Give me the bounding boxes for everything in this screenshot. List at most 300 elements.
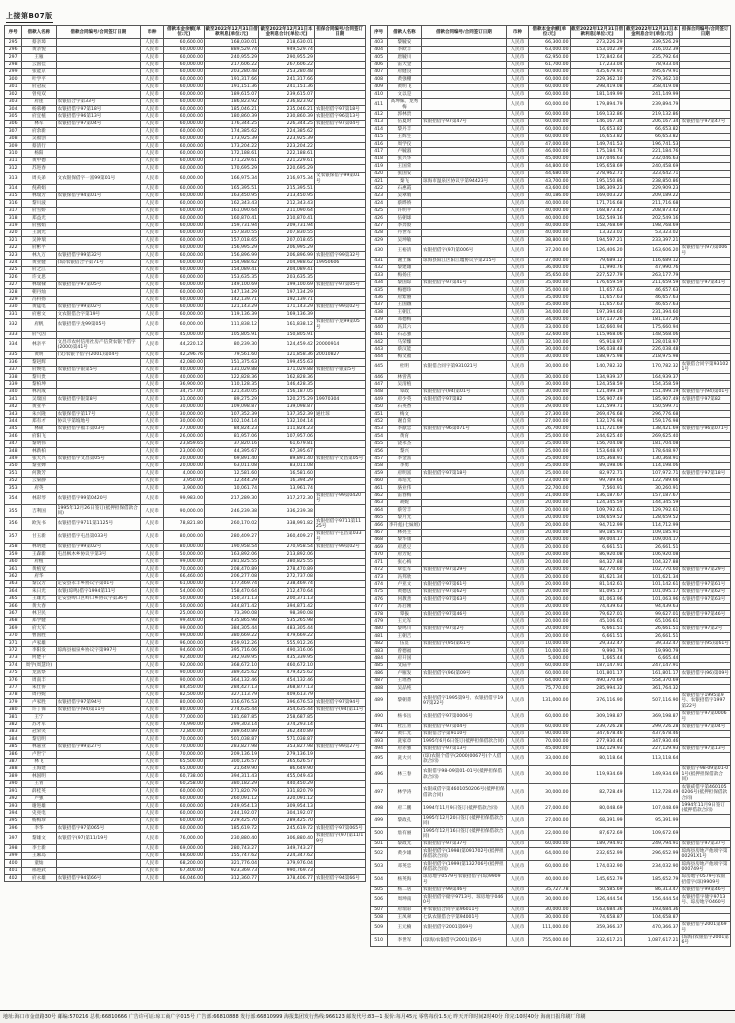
currency: 人民币 xyxy=(141,425,163,432)
borrower-name: 文陆平 xyxy=(387,662,421,669)
currency: 人民币 xyxy=(141,289,163,296)
table-row xyxy=(370,301,731,308)
row-no: 297 xyxy=(5,54,22,61)
row-no: 386 xyxy=(5,751,22,758)
principal-interest-total: 338,991.82 xyxy=(259,518,315,531)
row-no: 335 xyxy=(5,351,22,358)
borrower-name: 黎柏坤 xyxy=(22,381,56,388)
guarantee-contract-no xyxy=(680,229,731,236)
table-row xyxy=(370,207,731,214)
loan-contract-no: 农银招借字94第66号 xyxy=(56,875,141,882)
principal-balance: 30,000.00 xyxy=(529,765,570,783)
table-row xyxy=(5,388,366,395)
interest-amount: 232,652.99 xyxy=(570,848,624,861)
principal-balance: 20,000.00 xyxy=(529,529,570,536)
loan-contract-no: 农银招借字2001第69号 xyxy=(422,921,507,934)
principal-balance: 60,600.00 xyxy=(163,39,204,46)
borrower-name: 黎华康 xyxy=(387,536,421,543)
principal-interest-total: 170,782.32 xyxy=(624,361,680,374)
row-no: 505 xyxy=(370,886,387,893)
row-no: 356 xyxy=(5,518,22,531)
row-no: 363 xyxy=(5,580,22,587)
interest-amount: 37,820.16 xyxy=(205,440,259,447)
interest-amount: 181,687.85 xyxy=(205,714,259,721)
borrower-name: 林啻茜 xyxy=(387,374,421,381)
table-row xyxy=(370,148,731,155)
principal-balance: 90,000.00 xyxy=(163,677,204,684)
guarantee-contract-no xyxy=(314,595,365,602)
interest-amount: 175,184.76 xyxy=(570,148,624,155)
table-row xyxy=(370,68,731,75)
guarantee-contract-no xyxy=(680,287,731,294)
borrower-name: 林卫民 xyxy=(22,610,56,617)
interest-amount: 157,830.55 xyxy=(205,229,259,236)
principal-balance: 23,000.00 xyxy=(163,448,204,455)
principal-balance: 30,000.00 xyxy=(529,353,570,360)
interest-amount: 149,100.69 xyxy=(205,281,259,288)
interest-amount: 134,939.37 xyxy=(570,374,624,381)
loan-contract-no: (琼)农银借合字第71号 xyxy=(56,259,141,266)
table-row xyxy=(5,669,366,676)
guarantee-contract-no xyxy=(680,574,731,581)
guarantee-contract-no xyxy=(680,828,731,841)
loan-contract-no: 农银招借字97第29号 xyxy=(422,566,507,573)
table-row xyxy=(5,83,366,90)
guarantee-contract-no xyxy=(314,477,365,484)
currency: 人民币 xyxy=(141,773,163,780)
loan-contract-no xyxy=(422,411,507,418)
row-no: 422 xyxy=(370,185,387,192)
loan-contract-no xyxy=(56,185,141,192)
interest-amount: 81,095.17 xyxy=(570,588,624,595)
guarantee-contract-no xyxy=(680,237,731,244)
principal-interest-total: 67,395.67 xyxy=(259,448,315,455)
row-no: 303 xyxy=(5,98,22,105)
table-row xyxy=(370,745,731,752)
table-row xyxy=(5,470,366,477)
borrower-name: 吴翠娟 xyxy=(387,192,421,199)
currency: 人民币 xyxy=(141,677,163,684)
principal-balance: 30,000.00 xyxy=(163,411,204,418)
borrower-name: 许丁保 xyxy=(22,706,56,713)
guarantee-contract-no: 文农银保借字99第01号 xyxy=(314,172,365,185)
row-no: 458 xyxy=(370,462,387,469)
interest-amount: 298,419.08 xyxy=(570,83,624,90)
interest-amount: 86,920.08 xyxy=(570,551,624,558)
currency: 人民币 xyxy=(506,536,528,543)
interest-amount: 188,975.98 xyxy=(570,353,624,360)
principal-interest-total: 323,642.71 xyxy=(624,170,680,177)
interest-amount: 108,659.52 xyxy=(570,514,624,521)
guarantee-contract-no: 农银招借字(97)第11/19号 xyxy=(315,833,364,844)
loan-contract-no: 农银咸借字第4601050206号(抵押担保借款合同) xyxy=(422,784,507,802)
currency: 人民币 xyxy=(506,279,528,286)
table-row xyxy=(5,252,366,259)
principal-balance: 66,046.00 xyxy=(163,875,204,882)
interest-amount: 101,801.17 xyxy=(570,670,624,677)
principal-interest-total: 113,118.64 xyxy=(624,753,680,766)
loan-contract-no xyxy=(56,266,141,273)
currency: 人民币 xyxy=(141,135,163,142)
borrower-name: 卢亚文 xyxy=(387,581,421,588)
row-no: 344 xyxy=(5,418,22,425)
borrower-name: 杜江青 xyxy=(387,723,421,730)
interest-amount: 281,825.55 xyxy=(205,558,259,565)
principal-balance: 60,000.00 xyxy=(529,76,570,83)
currency: 人民币 xyxy=(141,411,163,418)
principal-balance: 60,000.00 xyxy=(163,150,204,157)
principal-balance: 26,700.00 xyxy=(529,425,570,432)
borrower-name: 云国佳 xyxy=(22,61,56,68)
guarantee-contract-no xyxy=(314,780,365,787)
principal-interest-total: 360,409.27 xyxy=(259,530,315,543)
interest-amount: 89,185.91 xyxy=(570,529,624,536)
principal-balance: 60,000.00 xyxy=(163,259,204,266)
guarantee-contract-no xyxy=(314,374,365,381)
guarantee-contract-no xyxy=(314,640,365,647)
table-row xyxy=(370,54,731,61)
loan-contract-no: 农银招借字97第04号 xyxy=(56,120,141,127)
loan-contract-no xyxy=(56,128,141,135)
borrower-name: 甘玉新 xyxy=(22,530,56,543)
borrower-name: 朱仕侨 xyxy=(22,684,56,691)
principal-interest-total: 112,728.49 xyxy=(624,784,680,802)
loan-contract-no xyxy=(56,736,141,743)
row-no: 389 xyxy=(5,773,22,780)
row-no: 444 xyxy=(370,353,387,360)
currency: 人民币 xyxy=(506,685,528,692)
row-no: 439 xyxy=(370,316,387,323)
principal-interest-total: 137,352.39 xyxy=(259,411,315,418)
principal-balance: 20,000.00 xyxy=(529,514,570,521)
loan-contract-no: 琼房地字0579号农银招借字(琼)9909号 xyxy=(422,873,507,886)
row-no: 506 xyxy=(370,894,387,907)
principal-balance: 29,000.00 xyxy=(529,396,570,403)
loan-contract-no xyxy=(422,507,507,514)
column-header: 币种 xyxy=(141,26,163,39)
currency: 人民币 xyxy=(141,795,163,802)
loan-contract-no: 定安县岭口区岭口乡协议字第36号 xyxy=(56,595,141,602)
table-row xyxy=(5,128,366,135)
principal-interest-total: 6,665.44 xyxy=(624,655,680,662)
row-no: 305 xyxy=(5,113,22,120)
row-no: 414 xyxy=(370,126,387,133)
currency: 人民币 xyxy=(506,118,528,125)
row-no: 332 xyxy=(5,318,22,331)
interest-amount: 126,444.54 xyxy=(570,894,624,907)
borrower-name: 冯邦欣 xyxy=(387,574,421,581)
loan-contract-no xyxy=(56,691,141,698)
guarantee-contract-no xyxy=(314,867,365,874)
interest-amount: 73,390.08 xyxy=(205,610,259,617)
principal-balance: 44,800.00 xyxy=(529,163,570,170)
borrower-name: 曾宛双 xyxy=(22,91,56,98)
principal-balance: 61,000.00 xyxy=(163,580,204,587)
loan-contract-no: 农银借合字第9110号 xyxy=(422,730,507,737)
principal-balance: 25,000.00 xyxy=(529,440,570,447)
row-no: 310 xyxy=(5,150,22,157)
guarantee-contract-no xyxy=(314,289,365,296)
borrower-name: 黄德送 xyxy=(387,588,421,595)
table-row xyxy=(370,574,731,581)
table-row xyxy=(5,440,366,447)
guarantee-contract-no xyxy=(680,440,731,447)
table-row xyxy=(370,163,731,170)
principal-interest-total: 470,366.37 xyxy=(624,921,680,934)
interest-amount: 174,032.90 xyxy=(570,861,624,874)
row-no: 434 xyxy=(370,279,387,286)
principal-balance: 3,900.00 xyxy=(163,485,204,492)
table-row xyxy=(370,618,731,625)
row-no: 495 xyxy=(370,753,387,766)
currency: 人民币 xyxy=(506,914,528,921)
table-row xyxy=(5,721,366,728)
principal-interest-total: 124,459.42 xyxy=(259,339,315,352)
principal-balance: 42,080.00 xyxy=(163,359,204,366)
table-row xyxy=(370,730,731,737)
guarantee-contract-no xyxy=(680,603,731,610)
principal-interest-total: 374,293.14 xyxy=(259,721,315,728)
row-no: 295 xyxy=(5,39,22,46)
loan-contract-no xyxy=(422,339,507,346)
principal-interest-total: 164,939.37 xyxy=(624,374,680,381)
currency: 人民币 xyxy=(141,684,163,691)
row-no: 483 xyxy=(370,648,387,655)
interest-amount: 173,204.22 xyxy=(205,143,259,150)
row-no: 496 xyxy=(370,765,387,783)
currency: 人民币 xyxy=(506,185,528,192)
table-row xyxy=(370,46,731,53)
guarantee-contract-no: 农银招借字屯昌第033号 xyxy=(314,530,365,543)
row-no: 318 xyxy=(5,215,22,222)
interest-amount: 99,789.66 xyxy=(570,477,624,484)
borrower-name: 林瑞芳 xyxy=(22,192,56,199)
currency: 人民币 xyxy=(141,832,163,845)
principal-interest-total: 229,909.23 xyxy=(624,185,680,192)
table-row xyxy=(370,934,731,947)
principal-balance: 60,000.00 xyxy=(163,113,204,120)
table-row xyxy=(5,135,366,142)
principal-balance: 42,296.76 xyxy=(163,351,204,358)
interest-amount: 79,627.01 xyxy=(570,611,624,618)
principal-balance: 60,000.00 xyxy=(529,861,570,874)
currency: 人民币 xyxy=(506,738,528,745)
row-no: 427 xyxy=(370,222,387,229)
principal-interest-total: 224,347.62 xyxy=(259,852,315,859)
principal-interest-total: 211,716.68 xyxy=(624,200,680,207)
principal-balance: 60,000.00 xyxy=(163,54,204,61)
currency: 人民币 xyxy=(506,111,528,118)
loan-contract-no xyxy=(422,68,507,75)
principal-balance: 60,000.00 xyxy=(163,252,204,259)
principal-interest-total: 13,961.74 xyxy=(259,485,315,492)
guarantee-contract-no xyxy=(680,339,731,346)
currency: 人民币 xyxy=(141,222,163,229)
guarantee-contract-no: 20010827 xyxy=(314,351,365,358)
guarantee-contract-no xyxy=(680,738,731,745)
row-no: 394 xyxy=(5,810,22,817)
row-no: 354 xyxy=(5,492,22,505)
row-no: 399 xyxy=(5,852,22,859)
interest-amount: 394,311.43 xyxy=(205,773,259,780)
borrower-name: 黄锰电 xyxy=(22,303,56,310)
principal-balance: 60,000.00 xyxy=(163,318,204,331)
borrower-name: 曾德福 xyxy=(387,648,421,655)
interest-amount: 102,104.14 xyxy=(205,418,259,425)
table-row xyxy=(370,886,731,893)
guarantee-contract-no xyxy=(680,76,731,83)
principal-interest-total: 26,661.51 xyxy=(624,633,680,640)
borrower-name: 欧先书 xyxy=(22,518,56,531)
row-no: 319 xyxy=(5,222,22,229)
principal-balance: 23,000.00 xyxy=(529,477,570,484)
interest-amount: 321,776.04 xyxy=(205,860,259,867)
borrower-name: 许文思 xyxy=(22,274,56,281)
row-no: 314 xyxy=(5,185,22,192)
principal-interest-total: 157,187.67 xyxy=(624,492,680,499)
currency: 人民币 xyxy=(506,462,528,469)
loan-contract-no xyxy=(56,810,141,817)
interest-amount: 69,891.40 xyxy=(205,455,259,462)
row-no: 358 xyxy=(5,543,22,550)
table-row xyxy=(370,133,731,140)
table-row xyxy=(5,684,366,691)
borrower-name: 李世军 xyxy=(387,934,421,947)
row-no: 321 xyxy=(5,237,22,244)
row-no: 372 xyxy=(5,647,22,654)
guarantee-contract-no: 农银招借字97第41号 xyxy=(680,279,731,286)
interest-amount: 89,275.29 xyxy=(205,396,259,403)
row-no: 396 xyxy=(5,825,22,832)
guarantee-contract-no: 农银招借字9711第1125号 xyxy=(314,518,365,531)
interest-amount: 132,176.98 xyxy=(570,418,624,425)
table-row xyxy=(5,751,366,758)
principal-interest-total: 161,801.17 xyxy=(624,670,680,677)
currency: 人民币 xyxy=(141,825,163,832)
loan-contract-no xyxy=(56,381,141,388)
principal-interest-total: 396,676.53 xyxy=(259,699,315,706)
currency: 人民币 xyxy=(506,574,528,581)
loan-contract-no xyxy=(56,46,141,53)
interest-amount: 153,648.97 xyxy=(570,448,624,455)
borrower-name: 府莲 xyxy=(22,98,56,105)
loan-contract-no xyxy=(422,309,507,316)
principal-balance: 20,000.00 xyxy=(529,633,570,640)
guarantee-contract-no xyxy=(314,603,365,610)
guarantee-contract-no xyxy=(680,126,731,133)
loan-contract-no: 农银招借字96第071号 xyxy=(422,425,507,432)
interest-amount: 81,142.61 xyxy=(570,581,624,588)
row-no: 352 xyxy=(5,477,22,484)
borrower-name: 张兴华 xyxy=(387,155,421,162)
table-row xyxy=(370,588,731,595)
guarantee-contract-no: 农银招借字97第04号 xyxy=(680,723,731,730)
borrower-name: 府冠辰 xyxy=(22,83,56,90)
borrower-name: 府宜植 xyxy=(22,113,56,120)
interest-amount: 273,226.29 xyxy=(570,39,624,46)
loan-contract-no xyxy=(422,633,507,640)
table-row xyxy=(370,685,731,692)
principal-balance: 20,000.00 xyxy=(529,618,570,625)
currency: 人民币 xyxy=(141,640,163,647)
loan-contract-no: 农银借字(97)第11/19号 xyxy=(56,832,141,845)
row-no: 384 xyxy=(5,736,22,743)
principal-interest-total: 437,678.46 xyxy=(624,730,680,737)
interest-amount: 274,635.44 xyxy=(205,706,259,713)
loan-contract-no xyxy=(56,76,141,83)
row-no: 328 xyxy=(5,289,22,296)
principal-balance: 35,727.78 xyxy=(529,886,570,893)
principal-balance: 99,400.00 xyxy=(163,617,204,624)
table-row xyxy=(5,39,366,46)
principal-balance: 40,000.00 xyxy=(529,873,570,886)
principal-interest-total: 235,046.21 xyxy=(259,106,315,113)
table-row xyxy=(370,603,731,610)
table-row xyxy=(5,780,366,787)
table-row xyxy=(370,76,731,83)
guarantee-contract-no xyxy=(680,559,731,566)
interest-amount: 147,134.29 xyxy=(205,289,259,296)
table-row xyxy=(370,418,731,425)
table-row xyxy=(5,374,366,381)
interest-amount: 161,090.64 xyxy=(205,207,259,214)
principal-balance: 60,000.00 xyxy=(529,840,570,847)
principal-interest-total: 555,912.26 xyxy=(259,640,315,647)
principal-balance: 90,000.00 xyxy=(163,505,204,518)
guarantee-contract-no: 农银招借字97第2号 xyxy=(680,625,731,632)
table-row xyxy=(370,126,731,133)
interest-amount: 299,303.14 xyxy=(205,721,259,728)
interest-amount: 280,743.27 xyxy=(205,845,259,852)
currency: 人民币 xyxy=(141,252,163,259)
borrower-name: 黎川贵 xyxy=(22,374,56,381)
loan-contract-no xyxy=(422,492,507,499)
row-no: 454 xyxy=(370,433,387,440)
row-no: 484 xyxy=(370,655,387,662)
principal-interest-total: 347,930.46 xyxy=(624,738,680,745)
currency: 人民币 xyxy=(141,381,163,388)
borrower-name: 林亲平 xyxy=(22,339,56,352)
guarantee-contract-no xyxy=(680,730,731,737)
currency: 人民币 xyxy=(506,215,528,222)
guarantee-contract-no xyxy=(680,448,731,455)
loan-contract-no xyxy=(56,296,141,303)
currency: 人民币 xyxy=(506,522,528,529)
borrower-name: 黎明伟 xyxy=(22,440,56,447)
borrower-name: 府明富 xyxy=(387,470,421,477)
borrower-name: 黎汉芳 xyxy=(22,580,56,587)
table-row xyxy=(5,207,366,214)
interest-amount: 151,375.63 xyxy=(205,359,259,366)
interest-amount: 6,661.51 xyxy=(570,633,624,640)
interest-amount: 189,794.91 xyxy=(570,840,624,847)
interest-amount: 9,990.79 xyxy=(570,648,624,655)
guarantee-contract-no xyxy=(314,773,365,780)
interest-amount: 6,661.51 xyxy=(570,625,624,632)
row-no: 509 xyxy=(370,921,387,934)
guarantee-contract-no xyxy=(680,411,731,418)
principal-interest-total: 66,653.82 xyxy=(624,126,680,133)
row-no: 459 xyxy=(370,470,387,477)
guarantee-contract-no xyxy=(314,580,365,587)
guarantee-contract-no xyxy=(314,192,365,199)
interest-amount: 172,188.61 xyxy=(205,150,259,157)
loan-contract-no: 农银招借字97第05号 xyxy=(56,281,141,288)
principal-balance: 60,000.00 xyxy=(529,670,570,677)
table-row xyxy=(370,499,731,506)
interest-amount: 163,450.95 xyxy=(205,192,259,199)
table-row xyxy=(370,765,731,783)
